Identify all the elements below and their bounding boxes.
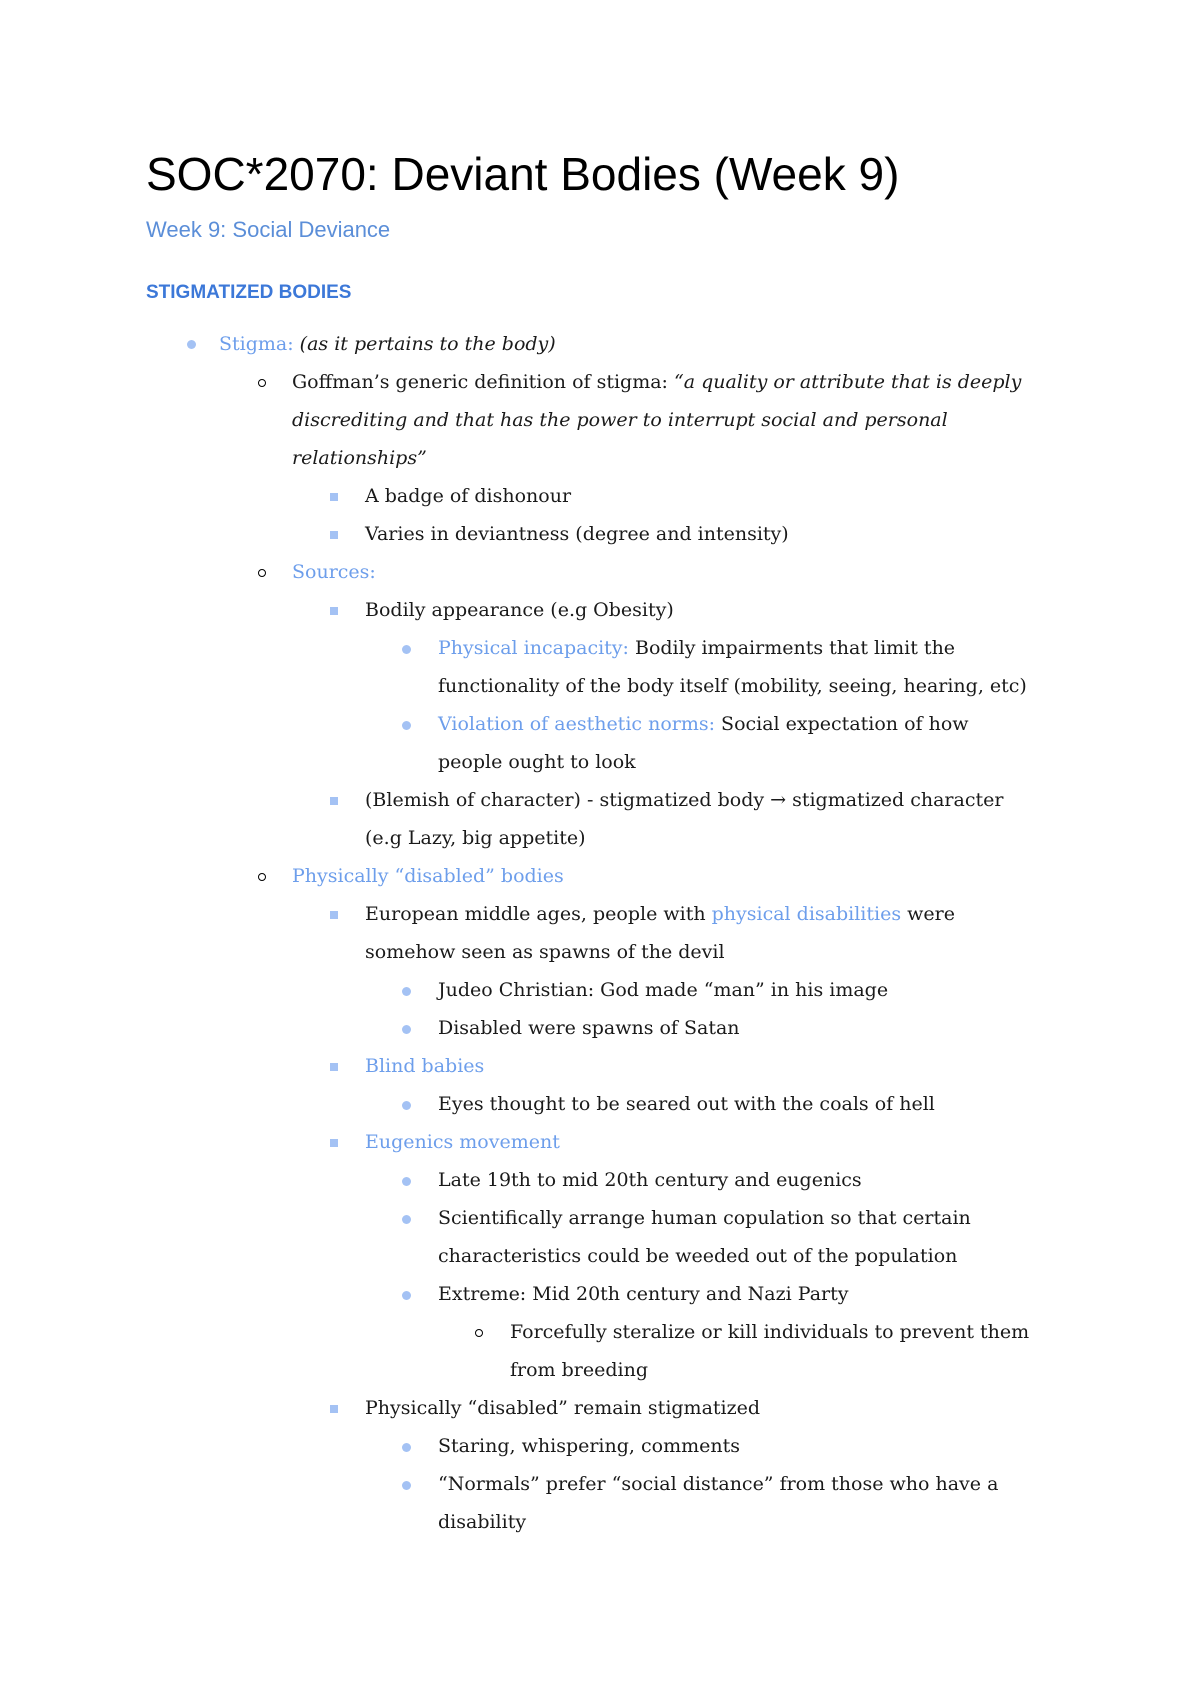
list-item: Disabled were spawns of Satan [438, 1017, 740, 1039]
bullet-square [330, 911, 338, 919]
list-item-continuation: people ought to look [438, 751, 636, 773]
quote-text: “a quality or attribute that is deeply [674, 371, 1022, 393]
list-item-continuation: disability [438, 1511, 527, 1533]
bullet-filled-circle [402, 645, 411, 654]
bullet-filled-circle [402, 721, 411, 730]
list-item [438, 705, 969, 743]
bullet-filled-circle [402, 1025, 411, 1034]
document-subtitle: Week 9: Social Deviance [146, 217, 391, 242]
list-item: A badge of dishonour [365, 485, 572, 507]
list-item-continuation: characteristics could be weeded out of the population [438, 1245, 958, 1267]
bullet-filled-circle [402, 1177, 411, 1186]
item-text: were [901, 903, 955, 925]
list-item [292, 363, 1021, 401]
bullet-hollow-circle [258, 873, 266, 881]
bullet-square [330, 607, 338, 615]
list-item [365, 895, 955, 933]
item-text: Social expectation of how [715, 713, 969, 735]
list-item-continuation: from breeding [510, 1359, 648, 1381]
list-item-continuation: discrediting and that has the power to interrupt social and personal [292, 409, 948, 431]
bullet-hollow-circle [475, 1329, 483, 1337]
list-item: Bodily appearance (e.g Obesity) [365, 599, 674, 621]
list-item: Varies in deviantness (degree and intensity) [365, 523, 789, 545]
bullet-filled-circle [402, 1215, 411, 1224]
list-item: “Normals” prefer “social distance” from those who have a [438, 1473, 999, 1495]
bullet-square [330, 797, 338, 805]
bullet-square [330, 1405, 338, 1413]
bullet-filled-circle [402, 1291, 411, 1300]
list-item: Sources: [292, 561, 376, 583]
list-item: (Blemish of character) - stigmatized body → stigmatized character [365, 789, 1004, 811]
list-item: Blind babies [365, 1055, 485, 1077]
bullet-filled-circle [402, 1443, 411, 1452]
list-item-continuation: functionality of the body itself (mobility, seeing, hearing, etc) [438, 675, 1027, 697]
bullet-square [330, 1063, 338, 1071]
term-label: Physical incapacity: [438, 637, 629, 659]
term-label: Stigma: [219, 333, 294, 355]
list-item: Extreme: Mid 20th century and Nazi Party [438, 1283, 849, 1305]
list-item: Staring, whispering, comments [438, 1435, 740, 1457]
list-item: Forcefully steralize or kill individuals to prevent them [510, 1321, 1030, 1343]
list-item: Eugenics movement [365, 1131, 560, 1153]
list-item: Scientifically arrange human copulation so that certain [438, 1207, 971, 1229]
bullet-filled-circle [187, 340, 196, 349]
item-text: Goffman’s generic definition of stigma: [292, 371, 674, 393]
list-item [219, 325, 556, 363]
list-item-continuation: somehow seen as spawns of the devil [365, 941, 725, 963]
term-label: Violation of aesthetic norms: [438, 713, 716, 735]
bullet-filled-circle [402, 1101, 411, 1110]
list-item: Judeo Christian: God made “man” in his image [438, 979, 889, 1001]
bullet-filled-circle [402, 987, 411, 996]
bullet-hollow-circle [258, 569, 266, 577]
bullet-square [330, 1139, 338, 1147]
list-item-continuation: (e.g Lazy, big appetite) [365, 827, 586, 849]
list-item: Late 19th to mid 20th century and eugenics [438, 1169, 862, 1191]
list-item [438, 629, 955, 667]
list-item: Physically “disabled” remain stigmatized [365, 1397, 761, 1419]
bullet-square [330, 493, 338, 501]
item-text: Bodily impairments that limit the [628, 637, 956, 659]
bullet-filled-circle [402, 1481, 411, 1490]
document-title: SOC*2070: Deviant Bodies (Week 9) [146, 148, 900, 200]
item-text: (as it pertains to the body) [293, 333, 556, 355]
bullet-square [330, 531, 338, 539]
section-heading: STIGMATIZED BODIES [146, 282, 352, 303]
list-item: Physically “disabled” bodies [292, 865, 564, 887]
term-label: physical disabilities [711, 903, 902, 925]
list-item: Eyes thought to be seared out with the coals of hell [438, 1093, 935, 1115]
list-item-continuation: relationships” [292, 447, 427, 469]
bullet-hollow-circle [258, 379, 266, 387]
item-text: European middle ages, people with [365, 903, 712, 925]
